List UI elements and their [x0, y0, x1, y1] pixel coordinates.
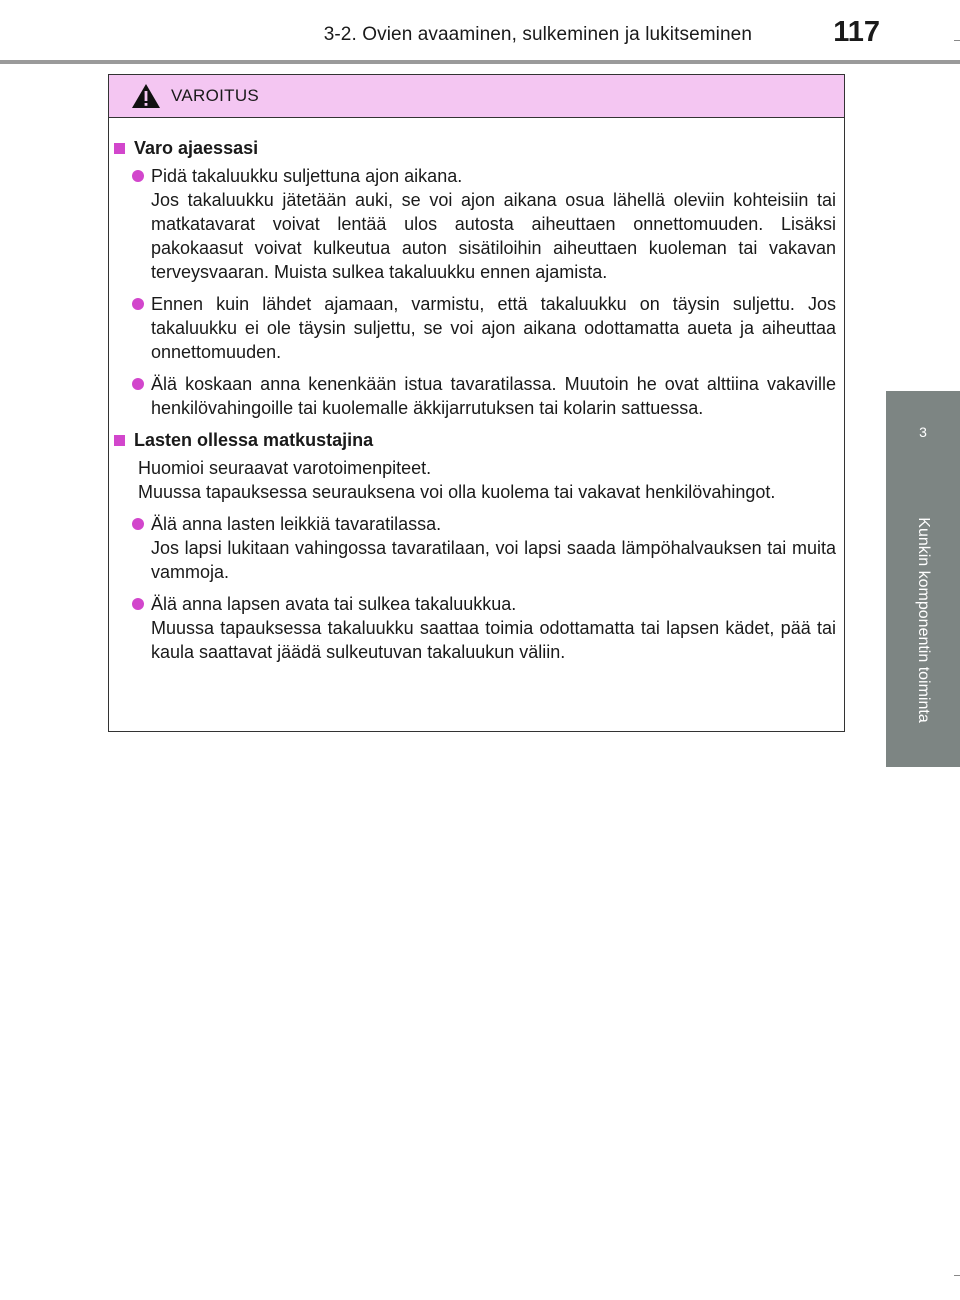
warning-body [109, 118, 844, 664]
header-divider [0, 60, 960, 64]
circle-bullet-icon [132, 518, 144, 530]
square-bullet-icon [114, 143, 125, 154]
circle-bullet-icon [132, 378, 144, 390]
circle-bullet-icon [132, 170, 144, 182]
bullet-line: Jos lapsi lukitaan vahingossa tavaratilaan, voi lapsi saada lämpöhalvauksen tai muita vammoja. [151, 538, 836, 582]
page-number: 117 [833, 16, 880, 48]
warning-triangle-icon [131, 81, 165, 111]
list-item [132, 292, 836, 364]
circle-bullet-icon [132, 298, 144, 310]
bullet-line: Ennen kuin lähdet ajamaan, varmistu, että takaluukku on täysin suljettu. Jos takaluukku ei ole täysin suljettu, se voi ajon aikana odottamatta aueta ja aiheuttaa onnettomuuden. [151, 294, 836, 362]
section-heading [114, 136, 836, 160]
bullet-line: Pidä takaluukku suljettuna ajon aikana. [151, 166, 463, 186]
intro-line: Muussa tapauksessa seurauksena voi olla kuolema tai vakavat henkilövahingot. [138, 482, 776, 502]
list-item [132, 592, 836, 664]
bullet-line: Jos takaluukku jätetään auki, se voi ajon aikana osua lähellä oleviin kohteisiin tai matkatavarat voivat lentää ulos autosta aiheuttaen onnettomuuden. Lisäksi pakokaasut voivat kulkeutua auton sisätiloihin aiheuttaen kuoleman tai vakavan terveysvaaran. Muista sulkea takaluukku ennen ajamista. [151, 190, 836, 282]
chapter-number: 3 [919, 424, 927, 440]
intro-line: Huomioi seuraavat varotoimenpiteet. [138, 458, 432, 478]
warning-box [108, 74, 845, 732]
warning-label: VAROITUS [171, 86, 260, 105]
list-item [132, 512, 836, 584]
margin-tick [954, 1275, 960, 1276]
section-intro [138, 456, 836, 504]
section-heading-text: Lasten ollessa matkustajina [134, 430, 374, 450]
square-bullet-icon [114, 435, 125, 446]
section-title: 3-2. Ovien avaaminen, sulkeminen ja lukitseminen [323, 24, 752, 45]
section-heading [114, 428, 836, 452]
list-item [132, 164, 836, 284]
margin-tick [954, 40, 960, 41]
chapter-title: Kunkin komponentin toiminta [915, 517, 932, 723]
bullet-line: Älä anna lapsen avata tai sulkea takaluukkua. [151, 594, 517, 614]
circle-bullet-icon [132, 598, 144, 610]
chapter-tab[interactable] [886, 391, 960, 473]
list-item [132, 372, 836, 420]
bullet-line: Älä koskaan anna kenenkään istua tavaratilassa. Muutoin he ovat alttiina vakaville henkilövahingoille tai kuolemalle äkkijarrutuksen tai kolarin sattuessa. [151, 374, 836, 418]
bullet-line: Muussa tapauksessa takaluukku saattaa toimia odottamatta tai lapsen kädet, pää tai kaula saattavat jäädä sulkeutuvan takaluukun väliin. [151, 618, 836, 662]
bullet-line: Älä anna lasten leikkiä tavaratilassa. [151, 514, 442, 534]
section-heading-text: Varo ajaessasi [134, 138, 259, 158]
warning-header [109, 75, 844, 118]
